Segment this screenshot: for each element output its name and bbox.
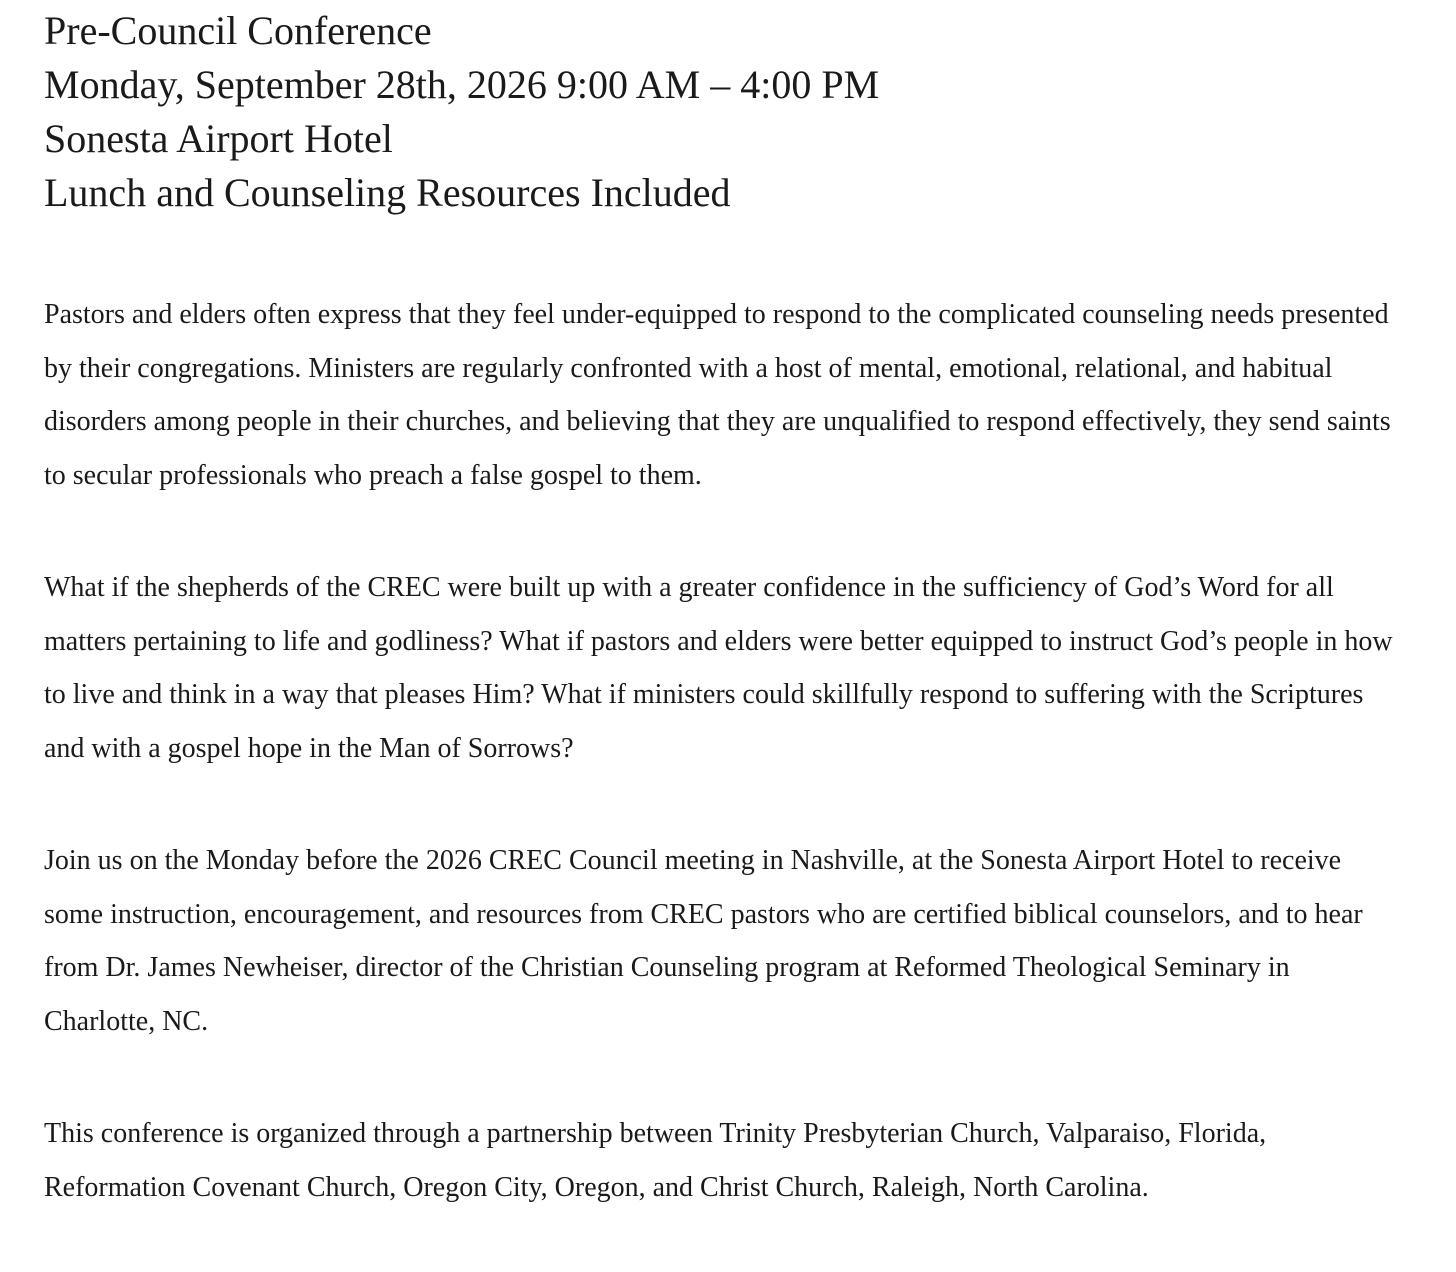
paragraph-problem: Pastors and elders often express that they feel under-equipped to respond to the complicated counseling needs presented by their congregations. Ministers are regularly confronted with a host of mental, emotional, relational, and habitual disorders among people in their churches, and believing that they are unqualified to respond effectively, they send saints to secular professionals who preach a false gospel to them. bbox=[44, 299, 1391, 491]
event-datetime: Monday, September 28th, 2026 9:00 AM – 4:00 PM bbox=[44, 62, 880, 107]
event-description bbox=[44, 288, 1412, 1214]
event-title: Pre-Council Conference bbox=[44, 8, 432, 53]
paragraph-vision: What if the shepherds of the CREC were built up with a greater confidence in the sufficiency of God’s Word for all matters pertaining to life and godliness? What if pastors and elders were better equipped to instruct God’s people in how to live and think in a way that pleases Him? What if ministers could skillfully respond to suffering with the Scriptures and with a gospel hope in the Man of Sorrows? bbox=[44, 572, 1393, 764]
paragraph-invitation: Join us on the Monday before the 2026 CREC Council meeting in Nashville, at the Sonesta Airport Hotel to receive some instruction, encouragement, and resources from CREC pastors who are certified biblical counselors, and to hear from Dr. James Newheiser, director of the Christian Counseling program at Reformed Theological Seminary in Charlotte, NC. bbox=[44, 845, 1363, 1037]
event-venue: Sonesta Airport Hotel bbox=[44, 116, 393, 161]
event-header bbox=[44, 0, 1412, 220]
event-inclusions: Lunch and Counseling Resources Included bbox=[44, 170, 731, 215]
paragraph-organizers: This conference is organized through a partnership between Trinity Presbyterian Church, Valparaiso, Florida, Reformation Covenant Church, Oregon City, Oregon, and Christ Church, Raleigh, North Carolina. bbox=[44, 1118, 1267, 1203]
